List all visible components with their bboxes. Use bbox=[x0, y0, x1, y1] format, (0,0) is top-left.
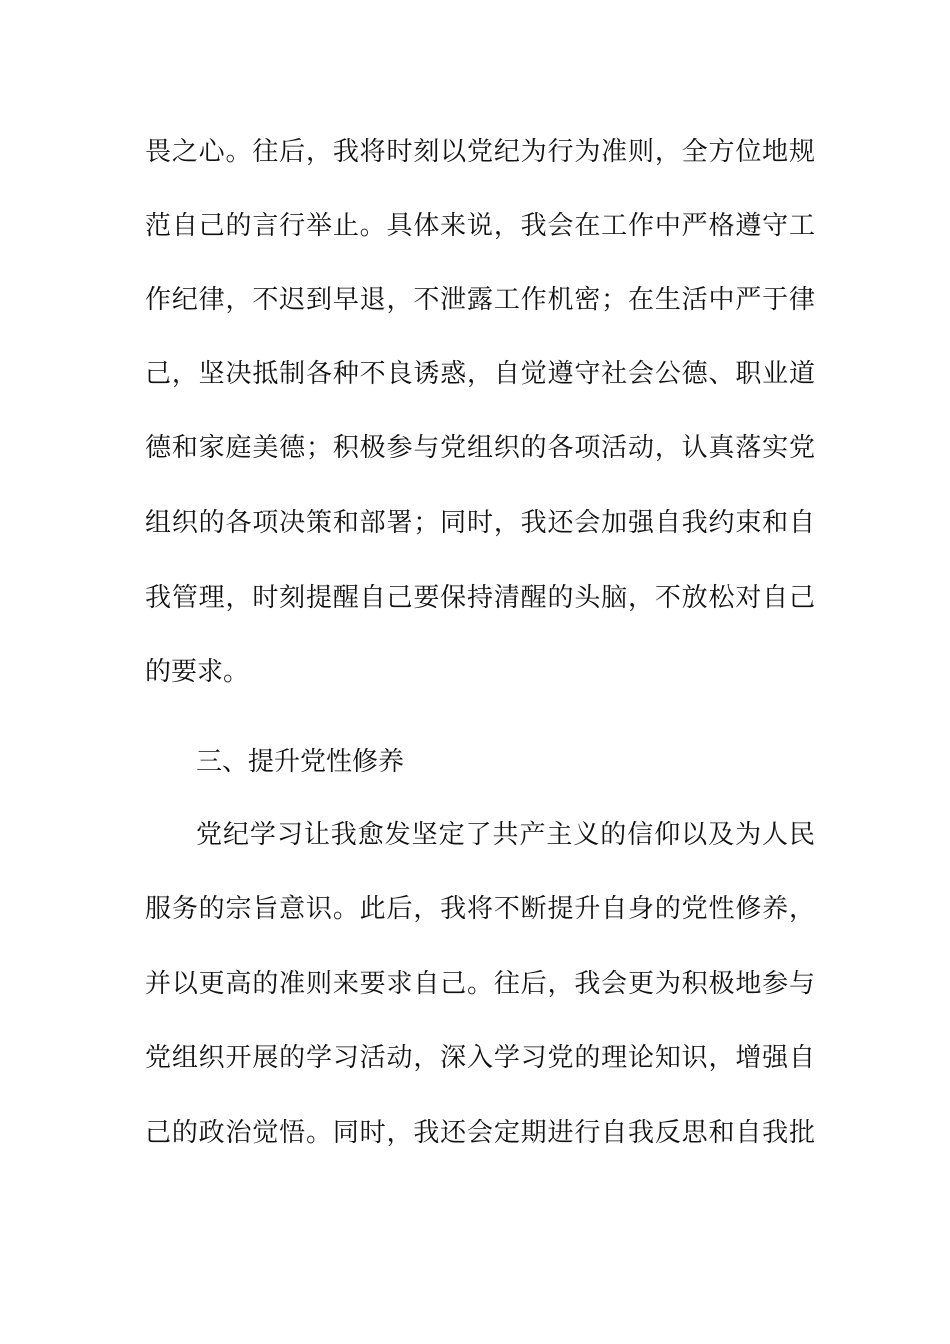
paragraph-2-line-1: 党纪学习让我愈发坚定了共产主义的信仰以及为人民 bbox=[196, 820, 815, 850]
paragraph-1-line-7: 我管理，时刻提醒自己要保持清醒的头脑，不放松对自己 bbox=[145, 583, 815, 613]
paragraph-2-line-2: 服务的宗旨意识。此后，我将不断提升自身的党性修养， bbox=[145, 894, 815, 924]
paragraph-1-line-3: 作纪律，不迟到早退，不泄露工作机密；在生活中严于律 bbox=[145, 285, 815, 315]
paragraph-1-line-5: 德和家庭美德；积极参与党组织的各项活动，认真落实党 bbox=[145, 433, 815, 463]
paragraph-1-line-1: 畏之心。往后，我将时刻以党纪为行为准则，全方位地规 bbox=[145, 137, 815, 167]
paragraph-2-line-5: 己的政治觉悟。同时，我还会定期进行自我反思和自我批 bbox=[145, 1118, 815, 1148]
paragraph-1-line-4: 己，坚决抵制各种不良诱惑，自觉遵守社会公德、职业道 bbox=[145, 359, 815, 389]
paragraph-1-line-2: 范自己的言行举止。具体来说，我会在工作中严格遵守工 bbox=[145, 211, 815, 241]
paragraph-1-line-6: 组织的各项决策和部署；同时，我还会加强自我约束和自 bbox=[145, 508, 815, 538]
paragraph-1-line-8: 的要求。 bbox=[145, 657, 250, 687]
paragraph-2-line-4: 党组织开展的学习活动，深入学习党的理论知识，增强自 bbox=[145, 1043, 815, 1073]
section-heading: 三、提升党性修养 bbox=[196, 747, 405, 777]
paragraph-2-line-3: 并以更高的准则来要求自己。往后，我会更为积极地参与 bbox=[145, 969, 815, 999]
